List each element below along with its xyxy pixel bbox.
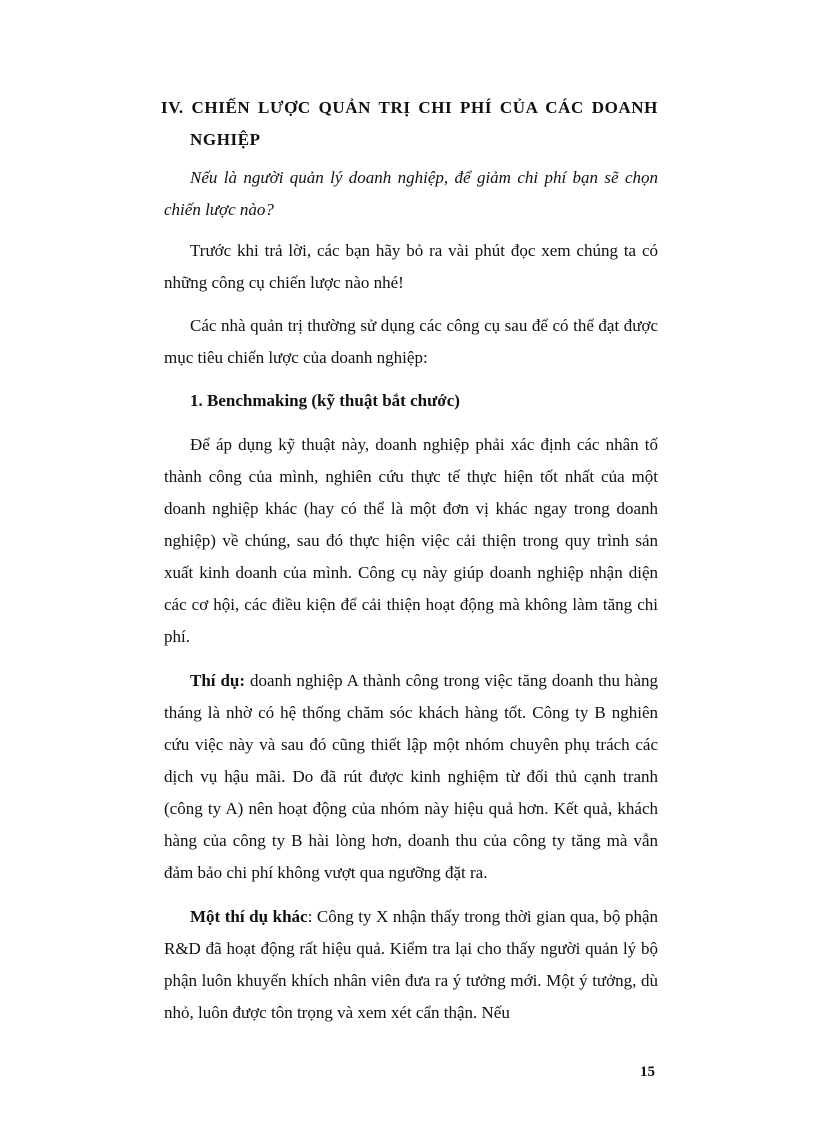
benchmarking-paragraph: Để áp dụng kỹ thuật này, doanh nghiệp phải xác định các nhân tố thành công của mình, nghiên cứu thực tế thực hiện tốt nhất của một doanh nghiệp khác (hay có thể là một đơn vị khác ngay trong doanh nghiệp) về chúng, sau đó thực hiện việc cải thiện trong quy trình sản xuất kinh doanh của mình. Công cụ này giúp doanh nghiệp nhận diện các cơ hội, các điều kiện để cải thiện hoạt động mà không làm tăng chi phí. [164, 435, 658, 646]
page-number: 15 [640, 1064, 655, 1080]
section-heading [161, 92, 658, 156]
section-heading-line1: IV. CHIẾN LƯỢC QUẢN TRỊ CHI PHÍ CỦA CÁC DOANH [161, 98, 658, 117]
example2-label: Một thí dụ khác [190, 907, 308, 926]
example2-paragraph [164, 901, 658, 1029]
example-text: doanh nghiệp A thành công trong việc tăng doanh thu hàng tháng là nhờ có hệ thống chăm sóc khách hàng tốt. Công ty B nghiên cứu việc này và sau đó cũng thiết lập một nhóm chuyên phụ trách các dịch vụ hậu mãi. Do đã rút được kinh nghiệm từ đối thủ cạnh tranh (công ty A) nên hoạt động của nhóm này hiệu quả hơn. Kết quả, khách hàng của công ty B hài lòng hơn, doanh thu của công ty tăng mà vẫn đảm bảo chi phí không vượt qua ngưỡng đặt ra. [164, 671, 658, 882]
page-content [161, 92, 658, 1041]
section-heading-line2: NGHIỆP [190, 130, 261, 149]
question-paragraph: Nếu là người quản lý doanh nghiệp, để giảm chi phí bạn sẽ chọn chiến lược nào? [164, 168, 658, 219]
example-label: Thí dụ: [190, 671, 246, 690]
tools-paragraph: Các nhà quản trị thường sử dụng các công cụ sau để có thể đạt được mục tiêu chiến lược của doanh nghiệp: [164, 316, 658, 367]
example2-text: : Công ty X nhận thấy trong thời gian qua, bộ phận R&D đã hoạt động rất hiệu quả. Kiểm tra lại cho thấy người quản lý bộ phận luôn khuyến khích nhân viên đưa ra ý tưởng mới. Một ý tưởng, dù nhỏ, luôn được tôn trọng và xem xét cẩn thận. Nếu [164, 907, 658, 1022]
subsection-heading: 1. Benchmaking (kỹ thuật bắt chước) [190, 391, 460, 410]
intro-paragraph: Trước khi trả lời, các bạn hãy bỏ ra vài phút đọc xem chúng ta có những công cụ chiến lược nào nhé! [164, 241, 658, 292]
example-paragraph [164, 665, 658, 889]
